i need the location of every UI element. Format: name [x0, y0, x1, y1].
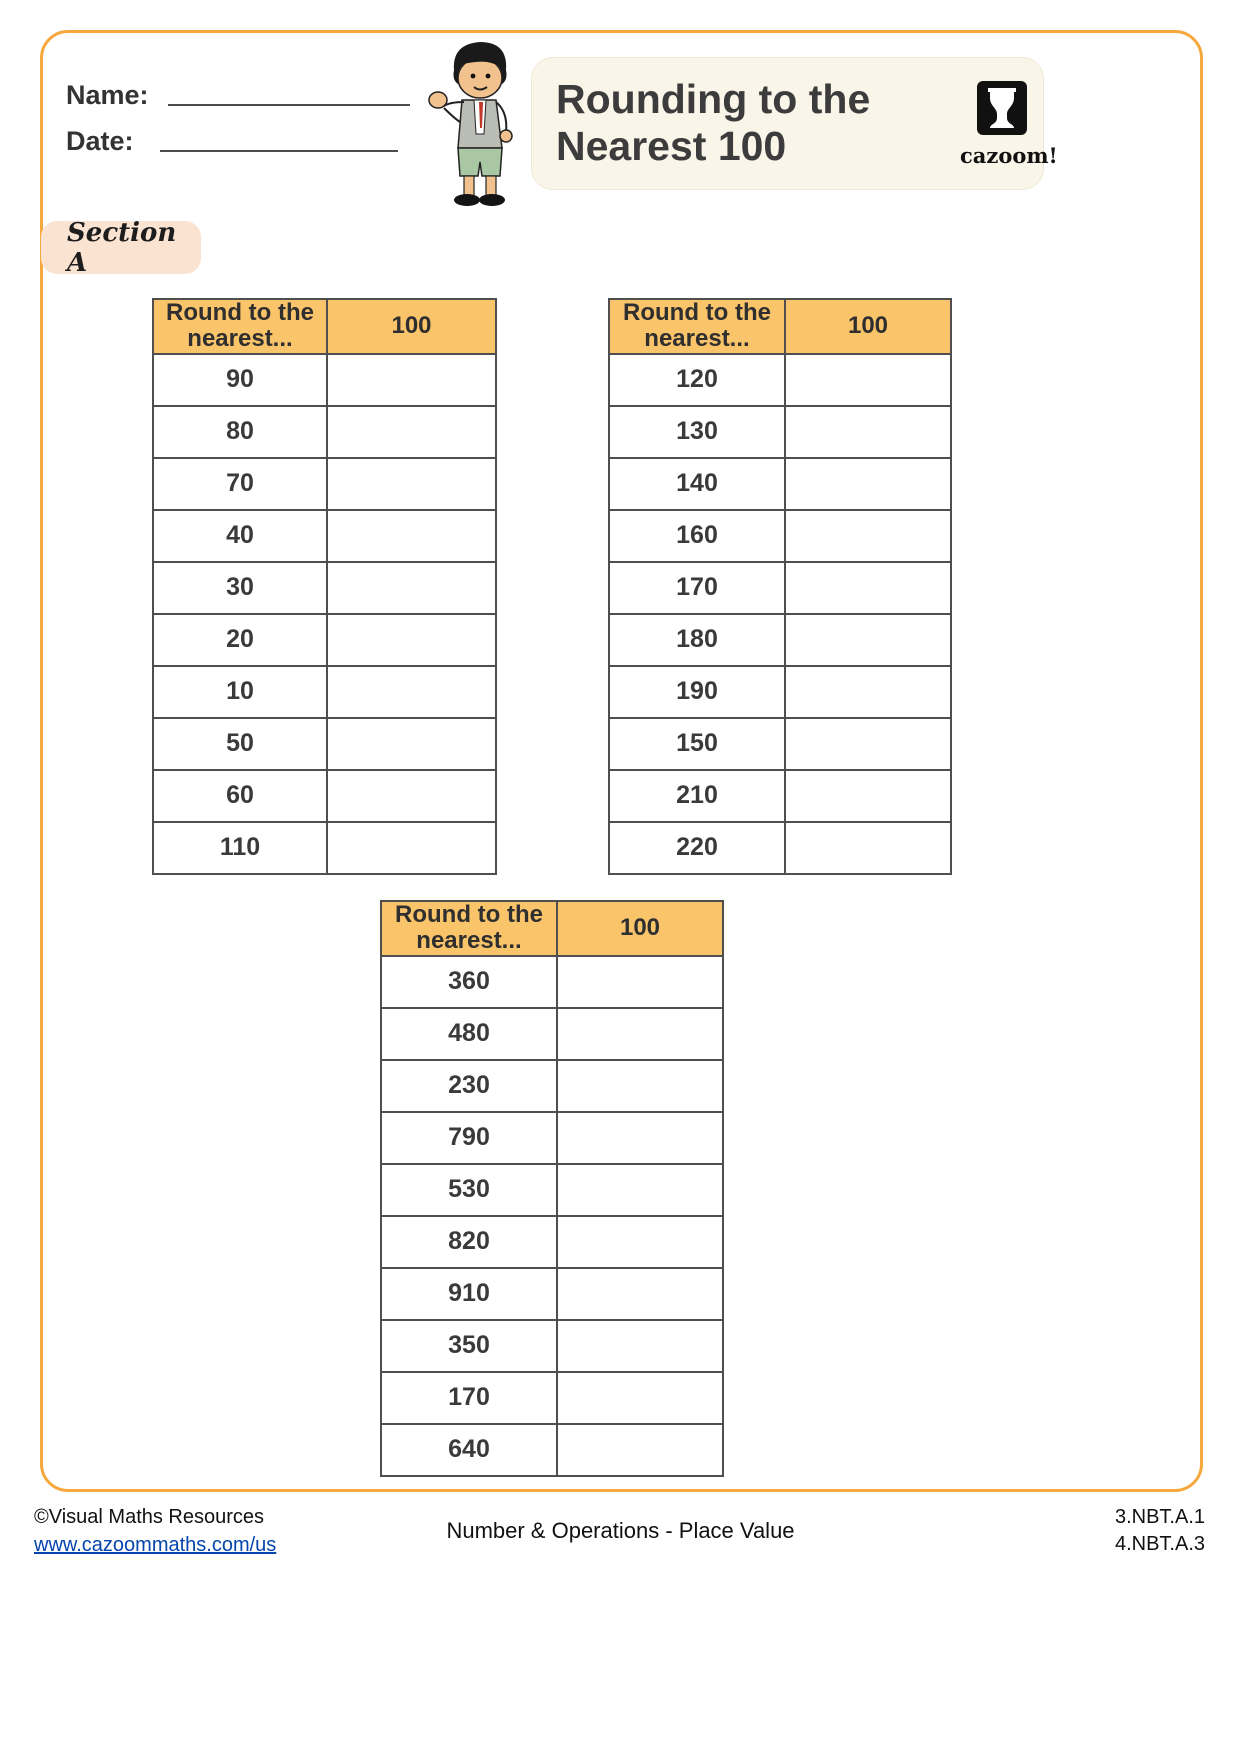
date-label: Date:	[66, 126, 134, 156]
table-row	[381, 1008, 723, 1060]
table-row	[609, 666, 951, 718]
answer-cell[interactable]	[557, 1216, 723, 1268]
header-round-to-nearest: Round to the nearest...	[381, 901, 557, 956]
answer-cell[interactable]	[557, 1112, 723, 1164]
number-cell: 20	[153, 614, 327, 666]
answer-cell[interactable]	[785, 614, 951, 666]
number-cell: 10	[153, 666, 327, 718]
number-cell: 150	[609, 718, 785, 770]
table-row	[609, 822, 951, 874]
table-row	[153, 770, 496, 822]
table-row	[153, 510, 496, 562]
table-header-row	[609, 299, 951, 354]
number-cell: 70	[153, 458, 327, 510]
answer-cell[interactable]	[327, 822, 496, 874]
table-row	[381, 1112, 723, 1164]
table-row	[153, 562, 496, 614]
number-cell: 640	[381, 1424, 557, 1476]
number-cell: 130	[609, 406, 785, 458]
header-round-to-nearest: Round to the nearest...	[609, 299, 785, 354]
number-cell: 50	[153, 718, 327, 770]
number-cell: 140	[609, 458, 785, 510]
answer-cell[interactable]	[557, 1060, 723, 1112]
header-100: 100	[557, 901, 723, 956]
table-row	[381, 1372, 723, 1424]
page-title	[556, 76, 870, 170]
number-cell: 110	[153, 822, 327, 874]
cazoom-logo	[960, 80, 1058, 168]
table-row	[153, 614, 496, 666]
table-row	[609, 718, 951, 770]
answer-cell[interactable]	[327, 510, 496, 562]
answer-cell[interactable]	[557, 1372, 723, 1424]
number-cell: 180	[609, 614, 785, 666]
name-input-line[interactable]	[168, 104, 410, 106]
number-cell: 230	[381, 1060, 557, 1112]
answer-cell[interactable]	[327, 562, 496, 614]
name-label: Name:	[66, 80, 149, 110]
number-cell: 170	[381, 1372, 557, 1424]
answer-cell[interactable]	[327, 718, 496, 770]
table-row	[153, 354, 496, 406]
footer-topic: Number & Operations - Place Value	[446, 1518, 795, 1543]
answer-cell[interactable]	[557, 956, 723, 1008]
header-100: 100	[327, 299, 496, 354]
number-cell: 820	[381, 1216, 557, 1268]
number-cell: 40	[153, 510, 327, 562]
answer-cell[interactable]	[557, 1320, 723, 1372]
rounding-table-1	[152, 298, 497, 875]
table-row	[381, 1060, 723, 1112]
number-cell: 170	[609, 562, 785, 614]
table-row	[153, 406, 496, 458]
number-cell: 220	[609, 822, 785, 874]
answer-cell[interactable]	[327, 406, 496, 458]
footer-standards	[1115, 1504, 1205, 1558]
table-row	[153, 458, 496, 510]
answer-cell[interactable]	[327, 354, 496, 406]
answer-cell[interactable]	[785, 562, 951, 614]
number-cell: 30	[153, 562, 327, 614]
table-row	[153, 666, 496, 718]
table-row	[609, 406, 951, 458]
number-cell: 480	[381, 1008, 557, 1060]
boy-illustration	[424, 36, 524, 213]
number-cell: 350	[381, 1320, 557, 1372]
title-line-2: Nearest 100	[556, 123, 787, 170]
answer-cell[interactable]	[785, 770, 951, 822]
number-cell: 160	[609, 510, 785, 562]
rounding-table-3	[380, 900, 724, 1477]
drum-icon	[976, 80, 1028, 136]
table-row	[609, 458, 951, 510]
rounding-table-2	[608, 298, 952, 875]
number-cell: 910	[381, 1268, 557, 1320]
answer-cell[interactable]	[557, 1008, 723, 1060]
table-row	[153, 822, 496, 874]
copyright-text: ©Visual Maths Resources	[34, 1506, 265, 1528]
table-row	[609, 770, 951, 822]
number-cell: 210	[609, 770, 785, 822]
number-cell: 790	[381, 1112, 557, 1164]
table-row	[381, 1320, 723, 1372]
number-cell: 80	[153, 406, 327, 458]
cazoom-url-link[interactable]: www.cazoommaths.com/us	[34, 1534, 277, 1556]
answer-cell[interactable]	[327, 770, 496, 822]
table-row	[153, 718, 496, 770]
section-a-banner	[41, 217, 201, 278]
number-cell: 120	[609, 354, 785, 406]
logo-wordmark: cazoom!	[960, 143, 1058, 168]
answer-cell[interactable]	[557, 1424, 723, 1476]
answer-cell[interactable]	[557, 1164, 723, 1216]
answer-cell[interactable]	[785, 354, 951, 406]
table-row	[381, 1164, 723, 1216]
number-cell: 90	[153, 354, 327, 406]
table-header-row	[153, 299, 496, 354]
standard-2: 4.NBT.A.3	[1114, 1533, 1205, 1555]
answer-cell[interactable]	[785, 406, 951, 458]
table-row	[609, 354, 951, 406]
answer-cell[interactable]	[785, 458, 951, 510]
answer-cell[interactable]	[327, 666, 496, 718]
table-row	[381, 956, 723, 1008]
answer-cell[interactable]	[327, 458, 496, 510]
header-100: 100	[785, 299, 951, 354]
answer-cell[interactable]	[327, 614, 496, 666]
table-row	[381, 1424, 723, 1476]
header-round-to-nearest: Round to the nearest...	[153, 299, 327, 354]
answer-cell[interactable]	[785, 510, 951, 562]
table-row	[609, 614, 951, 666]
table-row	[381, 1216, 723, 1268]
table-row	[381, 1268, 723, 1320]
section-a-label: Section A	[67, 217, 177, 278]
standard-1: 3.NBT.A.1	[1114, 1506, 1205, 1528]
table-row	[609, 510, 951, 562]
number-cell: 530	[381, 1164, 557, 1216]
number-cell: 60	[153, 770, 327, 822]
number-cell: 360	[381, 956, 557, 1008]
date-input-line[interactable]	[160, 150, 398, 152]
table-header-row	[381, 901, 723, 956]
number-cell: 190	[609, 666, 785, 718]
table-row	[609, 562, 951, 614]
title-line-1: Rounding to the	[556, 76, 871, 122]
answer-cell[interactable]	[785, 666, 951, 718]
answer-cell[interactable]	[785, 822, 951, 874]
answer-cell[interactable]	[785, 718, 951, 770]
answer-cell[interactable]	[557, 1268, 723, 1320]
